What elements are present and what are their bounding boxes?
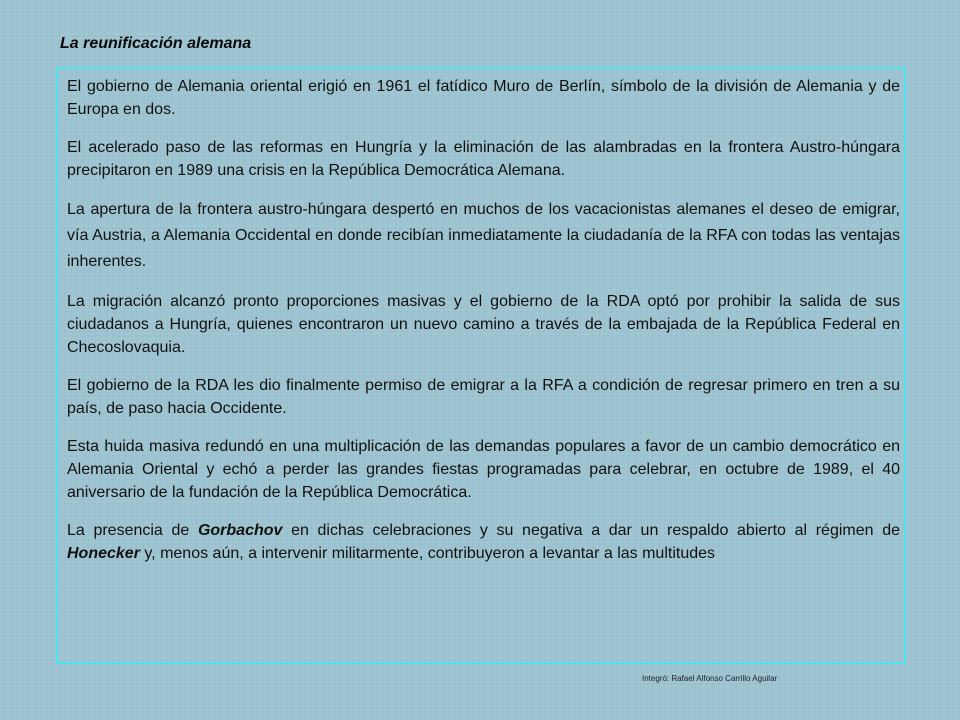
paragraph-muro-berlin: El gobierno de Alemania oriental erigió en 1961 el fatídico Muro de Berlín, símbolo de la división de Alemania y de Europa en dos. [67,78,900,118]
paragraph-crisis-rda: El acelerado paso de las reformas en Hungría y la eliminación de las alambradas en la frontera Austro-húngara precipitaron en 1989 una crisis en la República Democrática Alemana. [67,139,900,179]
paragraph-apertura-frontera: La apertura de la frontera austro-húngara despertó en muchos de los vacacionistas alemanes el deseo de emigrar, vía Austria, a Alemania Occidental en donde recibían inmediatamente la ciudadanía de la RFA con todas las ventajas inherentes. [67,201,900,270]
paragraph-gorbachov [67,519,900,565]
author-credit: Integró: Rafael Alfonso Carrillo Aguilar [642,674,778,683]
slide-title: La reunificación alemana [60,35,252,52]
gorbachov-text-middle: en dichas celebraciones y su negativa a dar un respaldo abierto al régimen de [282,522,900,539]
paragraph-migracion: La migración alcanzó pronto proporciones masivas y el gobierno de la RDA optó por prohibir la salida de sus ciudadanos a Hungría, quienes encontraron un nuevo camino a través de la embajada de la República Federal en Checoslovaquia. [67,293,900,356]
gorbachov-name: Gorbachov [197,522,283,539]
content-box [56,67,906,664]
honecker-name: Honecker [67,545,140,562]
paragraph-huida-masiva: Esta huida masiva redundó en una multiplicación de las demandas populares a favor de un cambio democrático en Alemania Oriental y echó a perder las grandes fiestas programadas para celebrar, en octubre de 1989, el 40 aniversario de la fundación de la República Democrática. [67,438,900,501]
paragraph-permiso-emigrar: El gobierno de la RDA les dio finalmente permiso de emigrar a la RFA a condición de regresar primero en tren a su país, de paso hacia Occidente. [67,377,900,417]
gorbachov-text-start: La presencia de [67,522,198,539]
gorbachov-text-end: y, menos aún, a intervenir militarmente, contribuyeron a levantar a las multitudes [139,545,716,562]
